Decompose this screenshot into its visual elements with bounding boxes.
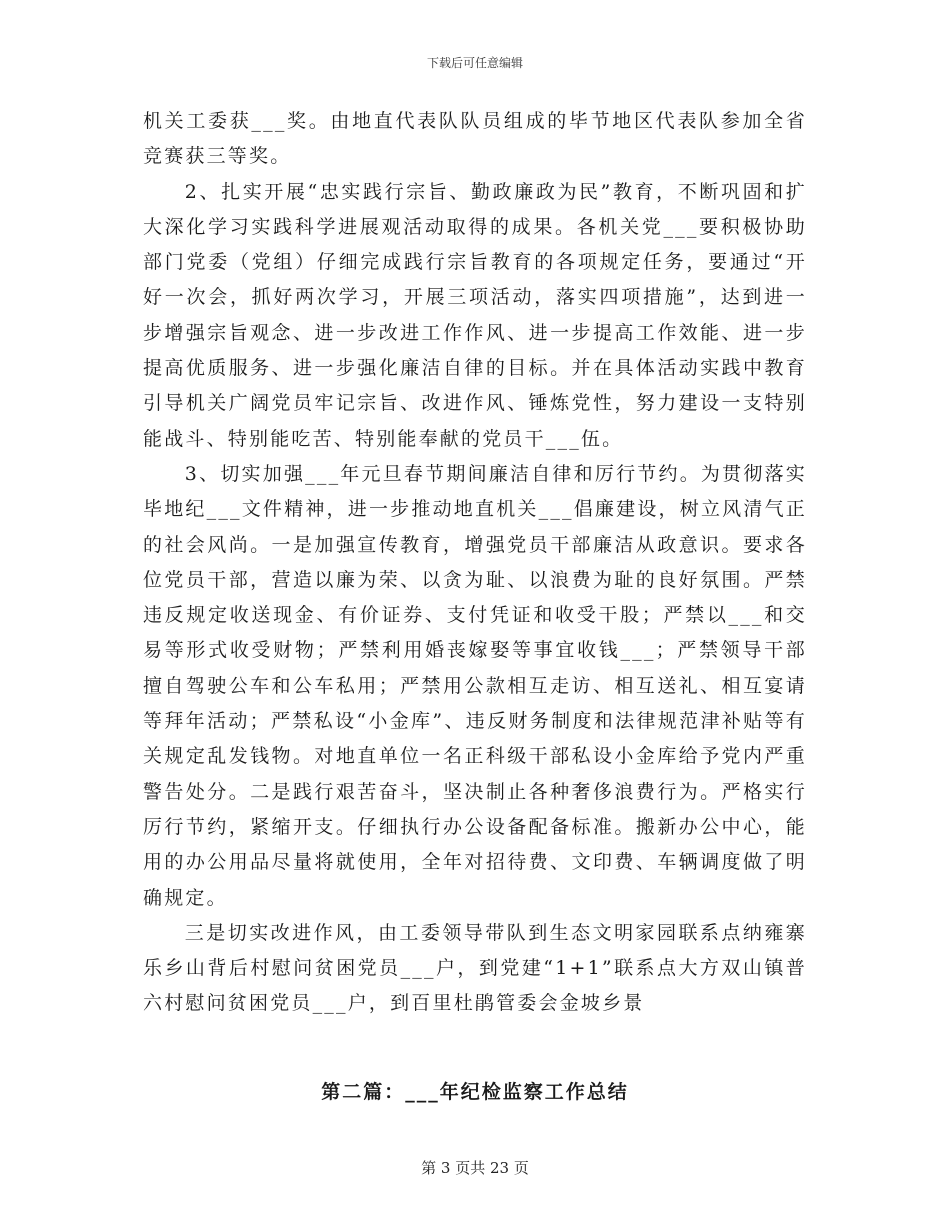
page-header: 下载后可任意编辑	[426, 56, 523, 70]
section-heading: 第二篇：___年纪检监察工作总结	[321, 1081, 629, 1103]
document-body	[143, 104, 807, 1022]
paragraph-continuation: 机关工委获___奖。由地直代表队队员组成的毕节地区代表队参加全省竞赛获三等奖。	[143, 110, 807, 168]
paragraph-item-3-continued: 三是切实改进作风，由工委领导带队到生态文明家园联系点纳雍寨乐乡山背后村慰问贫困党员___户，到党建“1+1”联系点大方双山镇普六村慰问贫困党员___户，到百里杜鹃管委会金坡乡景	[143, 921, 807, 1015]
paragraph-item-2: 2、扎实开展“忠实践行宗旨、勤政廉政为民”教育，不断巩固和扩大深化学习实践科学进展观活动取得的成果。各机关党___要积极协助部门党委（党组）仔细完成践行宗旨教育的各项规定任务，要通过“开好一次会，抓好两次学习，开展三项活动，落实四项措施”，达到进一步增强宗旨观念、进一步改进工作作风、进一步提高工作效能、进一步提高优质服务、进一步强化廉洁自律的目标。并在具体活动实践中教育引导机关广阔党员牢记宗旨、改进作风、锤炼党性，努力建设一支特别能战斗、特别能吃苦、特别能奉献的党员干___伍。	[143, 180, 807, 450]
page-footer: 第 3 页共 23 页	[421, 1159, 529, 1177]
paragraph-item-3: 3、切实加强___年元旦春节期间廉洁自律和厉行节约。为贯彻落实毕地纪___文件精神，进一步推动地直机关___倡廉建设，树立风清气正的社会风尚。一是加强宣传教育，增强党员干部廉洁从政意识。要求各位党员干部，营造以廉为荣、以贪为耻、以浪费为耻的良好氛围。严禁违反规定收送现金、有价证券、支付凭证和收受干股；严禁以___和交易等形式收受财物；严禁利用婚丧嫁娶等事宜收钱___；严禁领导干部擅自驾驶公车和公车私用；严禁用公款相互走访、相互送礼、相互宴请等拜年活动；严禁私设“小金库”、违反财务制度和法律规范津补贴等有关规定乱发钱物。对地直单位一名正科级干部私设小金库给予党内严重警告处分。二是践行艰苦奋斗，坚决制止各种奢侈浪费行为。严格实行厉行节约，紧缩开支。仔细执行办公设备配备标准。搬新办公中心，能用的办公用品尽量将就使用，全年对招待费、文印费、车辆调度做了明确规定。	[143, 462, 807, 909]
